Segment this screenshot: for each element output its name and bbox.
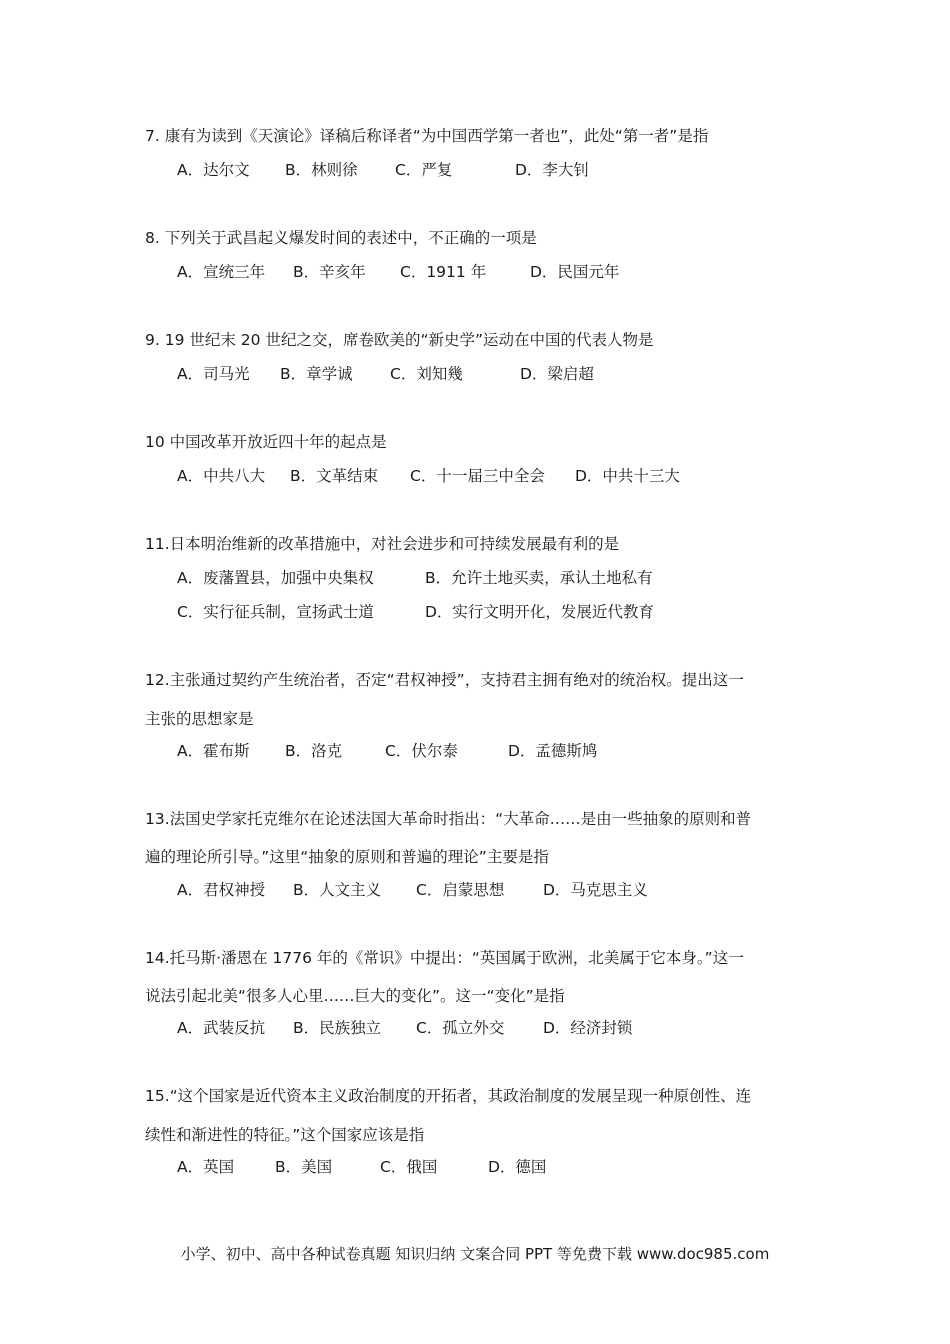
page-footer: 小学、初中、高中各种试卷真题 知识归纳 文案合同 PPT 等免费下载 www.doc985.com	[180, 1245, 770, 1263]
question-7-option-d: D．李大钊	[515, 161, 589, 179]
question-7-option-a: A．达尔文	[177, 161, 250, 179]
question-9-option-d: D．梁启超	[520, 365, 594, 383]
question-11-text: 11.日本明治维新的改革措施中，对社会进步和可持续发展最有利的是	[145, 535, 620, 553]
question-9-option-b: B．章学诚	[280, 365, 353, 383]
question-8-option-c: C．1911 年	[400, 263, 487, 281]
question-12-option-d: D．孟德斯鸠	[508, 742, 598, 760]
question-10-text: 10 中国改革开放近四十年的起点是	[145, 433, 387, 451]
question-13-text-cont: 遍的理论所引导。”这里“抽象的原则和普遍的理论”主要是指	[145, 848, 549, 866]
question-13-option-c: C．启蒙思想	[416, 881, 505, 899]
question-11-option-a: A．废藩置县，加强中央集权	[177, 569, 374, 587]
question-9-option-a: A．司马光	[177, 365, 250, 383]
question-7-option-b: B．林则徐	[285, 161, 358, 179]
question-8-option-d: D．民国元年	[530, 263, 620, 281]
question-10-option-a: A．中共八大	[177, 467, 266, 485]
question-12-text: 12.主张通过契约产生统治者，否定“君权神授”，支持君主拥有绝对的统治权。提出这一	[145, 671, 744, 689]
question-8-text: 8. 下列关于武昌起义爆发时间的表述中，不正确的一项是	[145, 229, 537, 247]
question-12-option-c: C．伏尔泰	[385, 742, 458, 760]
question-14-text-cont: 说法引起北美“很多人心里……巨大的变化”。这一“变化”是指	[145, 987, 565, 1005]
question-8-option-a: A．宣统三年	[177, 263, 266, 281]
question-11-option-c: C．实行征兵制，宣扬武士道	[177, 603, 374, 621]
question-9-option-c: C．刘知幾	[390, 365, 463, 383]
question-14-option-d: D．经济封锁	[543, 1019, 633, 1037]
question-15-text: 15.“这个国家是近代资本主义政治制度的开拓者，其政治制度的发展呈现一种原创性、连	[145, 1087, 752, 1105]
question-7-option-c: C．严复	[395, 161, 453, 179]
question-11-option-d: D．实行文明开化，发展近代教育	[425, 603, 654, 621]
question-13-option-b: B．人文主义	[293, 881, 382, 899]
question-15-option-b: B．美国	[275, 1158, 333, 1176]
question-13-text: 13.法国史学家托克维尔在论述法国大革命时指出：“大革命……是由一些抽象的原则和普	[145, 810, 752, 828]
question-14-text: 14.托马斯·潘恩在 1776 年的《常识》中提出：“英国属于欧洲，北美属于它本身。”这一	[145, 949, 744, 967]
question-10-option-b: B．文革结束	[290, 467, 379, 485]
question-11-option-b: B．允许土地买卖，承认土地私有	[425, 569, 653, 587]
question-15-option-c: C．俄国	[380, 1158, 438, 1176]
question-10-option-c: C．十一届三中全会	[410, 467, 545, 485]
question-15-option-d: D．德国	[488, 1158, 547, 1176]
question-13-option-a: A．君权神授	[177, 881, 266, 899]
question-12-option-a: A．霍布斯	[177, 742, 250, 760]
question-9-text: 9. 19 世纪末 20 世纪之交，席卷欧美的“新史学”运动在中国的代表人物是	[145, 331, 654, 349]
question-15-text-cont: 续性和渐进性的特征。”这个国家应该是指	[145, 1126, 425, 1144]
question-7-text: 7. 康有为读到《天演论》译稿后称译者“为中国西学第一者也”，此处“第一者”是指	[145, 127, 709, 145]
question-13-option-d: D．马克思主义	[543, 881, 648, 899]
question-14-option-b: B．民族独立	[293, 1019, 382, 1037]
question-14-option-a: A．武装反抗	[177, 1019, 266, 1037]
question-8-option-b: B．辛亥年	[293, 263, 366, 281]
question-15-option-a: A．英国	[177, 1158, 235, 1176]
question-14-option-c: C．孤立外交	[416, 1019, 505, 1037]
question-10-option-d: D．中共十三大	[575, 467, 680, 485]
question-12-option-b: B．洛克	[285, 742, 343, 760]
question-12-text-cont: 主张的思想家是	[145, 710, 254, 728]
